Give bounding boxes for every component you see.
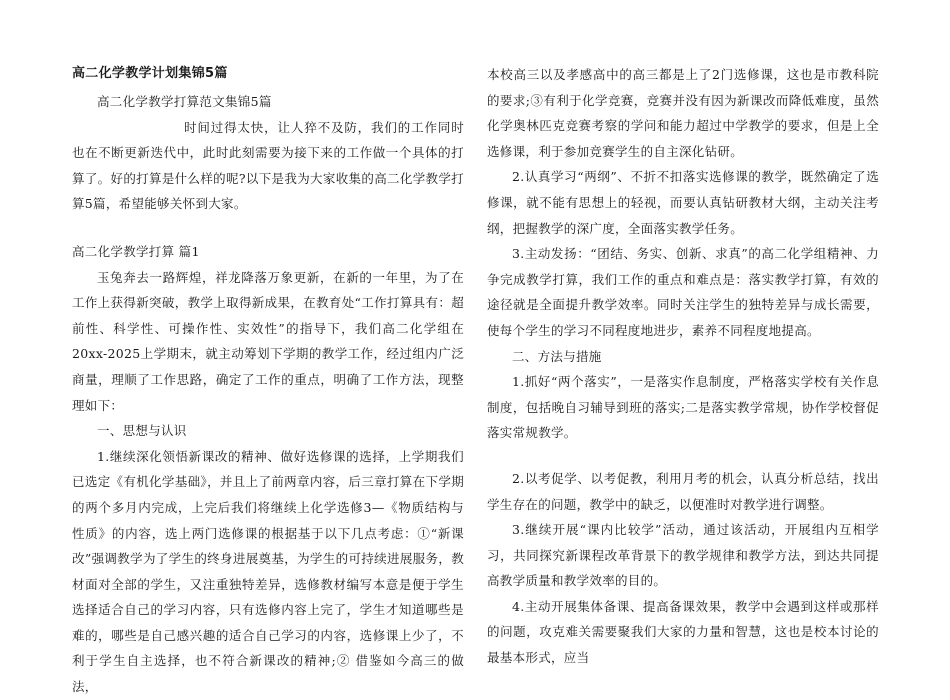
body-paragraph: 2.以考促学、以考促教，利用月考的机会，认真分析总结，找出学生存在的问题，教学中的缺乏，以便准时对教学进行调整。 — [487, 470, 879, 512]
body-paragraph: 2.认真学习“两纲”、不折不扣落实选修课的教学，既然确定了选修课，就不能有思想上的轻视，而要认真钻研教材大纲，主动关注考纲，把握教学的深广度，全面落实教学任务。 — [487, 169, 879, 236]
document-subtitle: 高二化学教学打算范文集锦5篇 — [97, 94, 272, 109]
section-heading: 高二化学教学打算 篇1 — [72, 243, 200, 259]
subheading-thought: 一、思想与认识 — [97, 423, 187, 439]
subheading-methods: 二、方法与措施 — [512, 348, 602, 364]
body-paragraph: 玉兔奔去一路辉煌，祥龙降落万象更新，在新的一年里，为了在工作上获得新突破，教学上取得新成果，在教育处“工作打算具有：超前性、科学性、可操作性、实效性”的指导下，我们高二化学组在20xx-2025上学期末，就主动筹划下学期的教学工作，经过组内广泛商量，理顺了工作思路，确定了工作的重点，明确了工作方法，现整理如下： — [72, 269, 464, 413]
body-paragraph: 本校高三以及孝感高中的高三都是上了2门选修课，这也是市教科院的要求;③有利于化学竞赛，竞赛并没有因为新课改而降低难度，虽然化学奥林匹克竞赛考察的学问和能力超过中学教学的要求，但是上全选修课，利于参加竞赛学生的自主深化钻研。 — [487, 67, 879, 159]
intro-paragraph: 时间过得太快，让人猝不及防，我们的工作同时也在不断更新迭代中，此时此刻需要为接下来的工作做一个具体的打算了。好的打算是什么样的呢?以下是我为大家收集的高二化学教学打算5篇，希望能够关怀到大家。 — [72, 119, 464, 212]
body-paragraph: 1.继续深化领悟新课改的精神、做好选修课的选择，上学期我们已选定《有机化学基础》，并且上了前两章内容，后三章打算在下学期的两个多月内完成，上完后我们将继续上化学选修3—《物质结构与性质》的内容，选上两门选修课的根据基于以下几点考虑：①“新课改”强调教学为了学生的终身进展奠基，为学生的可持续进展服务，教材面对全部的学生，又注重独特差异，选修教材编写本意是便于学生选择适合自己的学习内容，只有选修内容上完了，学生才知道哪些是难的，哪些是自己感兴趣的适合自己学习的内容，选修课上少了，不利于学生自主选择，也不符合新课改的精神;② 借鉴如今高三的做法， — [72, 448, 464, 695]
paragraph-gap — [487, 446, 879, 466]
body-paragraph: 3.继续开展“课内比较学”活动，通过该活动，开展组内互相学习，共同探究新课程改革背景下的教学规律和教学方法，到达共同提高教学质量和教学效率的目的。 — [487, 522, 879, 589]
body-paragraph: 1.抓好“两个落实”，一是落实作息制度，严格落实学校有关作息制度，包括晚自习辅导到班的落实;二是落实教学常规，协作学校督促落实常规教学。 — [487, 374, 879, 441]
right-column — [487, 62, 879, 671]
document-title: 高二化学教学计划集锦5篇 — [72, 66, 228, 81]
body-paragraph: 4.主动开展集体备课、提高备课效果，教学中会遇到这样或那样的问题，攻克难关需要聚我们大家的力量和智慧，这也是校本讨论的最基本形式，应当 — [487, 598, 879, 666]
left-column — [72, 62, 464, 700]
body-paragraph: 3.主动发扬：“团结、务实、创新、求真”的高二化学组精神、力争完成教学打算，我们工作的重点和难点是：落实教学打算，有效的途径就是全面提升教学效率。同时关注学生的独特差异与成长需要，使每个学生的学习不同程度地进步，素养不同程度地提高。 — [487, 246, 879, 338]
